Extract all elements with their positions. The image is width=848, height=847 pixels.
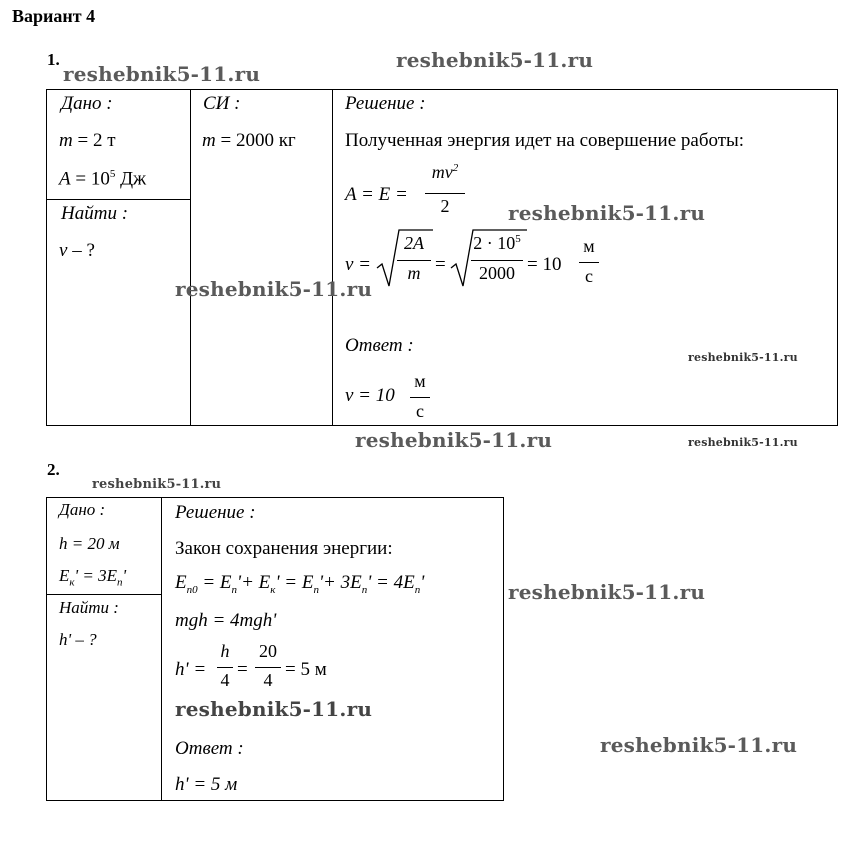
fraction-denominator: 4 (263, 670, 273, 690)
unit-numerator: м (583, 236, 595, 256)
given-energy-relation: $E_к' = 3E_п'$ (59, 566, 127, 589)
unit-numerator: м (414, 371, 426, 391)
given-mass: m = 2 т (59, 130, 116, 151)
column-divider (161, 498, 162, 800)
watermark: reshebnik5-11.ru (600, 733, 798, 757)
solution-text: Полученная энергия идет на совершение работы: (345, 130, 745, 151)
solution-header: Решение : (345, 93, 426, 114)
unit-denominator: с (416, 401, 424, 421)
fraction-bar (397, 260, 431, 261)
fraction-bar (579, 262, 599, 263)
fraction-denominator: 2000 (479, 263, 515, 283)
fraction-denominator: m (407, 263, 421, 283)
given-work: $A = 10^5$ Дж (59, 168, 147, 190)
fraction-numerator: $mv^2$ (431, 162, 459, 182)
find-header: Найти : (61, 203, 129, 224)
equation-velocity-lhs: v = (345, 254, 372, 275)
fraction-numerator: 2A (404, 233, 424, 253)
fraction-denominator: 4 (220, 670, 230, 690)
fraction-numerator: h (220, 641, 230, 661)
fraction-numerator: 20 (259, 641, 277, 661)
find-header: Найти : (59, 598, 119, 617)
answer-header: Ответ : (175, 738, 244, 759)
find-velocity: v – ? (59, 240, 95, 261)
watermark: reshebnik5-11.ru (92, 477, 222, 492)
find-height: h' – ? (59, 630, 97, 649)
page-title: Вариант 4 (12, 6, 96, 26)
column-divider (332, 90, 333, 425)
fraction-bar (217, 667, 233, 668)
row-divider (47, 594, 161, 595)
solution-text: Закон сохранения энергии: (175, 538, 393, 559)
fraction-denominator: 2 (440, 196, 450, 216)
problem-1-table (46, 89, 838, 426)
watermark: reshebnik5-11.ru (688, 436, 798, 449)
watermark: reshebnik5-11.ru (508, 580, 706, 604)
given-height: h = 20 м (59, 534, 120, 553)
watermark: reshebnik5-11.ru (396, 48, 594, 72)
watermark: reshebnik5-11.ru (688, 351, 798, 364)
watermark: reshebnik5-11.ru (175, 697, 373, 721)
watermark: reshebnik5-11.ru (508, 201, 706, 225)
problem-2-number: 2. (47, 460, 60, 479)
row-divider (47, 199, 190, 200)
answer-header: Ответ : (345, 335, 414, 356)
fraction-numerator: $2 \cdot 10^5$ (473, 233, 521, 253)
fraction-bar (410, 397, 430, 398)
problem-1-number: 1. (47, 50, 60, 69)
answer-value: v = 10 (345, 385, 395, 406)
fraction-bar (255, 667, 281, 668)
column-divider (190, 90, 191, 425)
fraction-bar (425, 193, 465, 194)
height-equation-lhs: h' = (175, 659, 207, 680)
given-header: Дано : (59, 500, 106, 519)
watermark: reshebnik5-11.ru (355, 428, 553, 452)
equals-sign: = (435, 254, 446, 275)
equation-energy-lhs: A = E = (345, 184, 408, 205)
answer-value: h' = 5 м (175, 774, 238, 795)
height-result: = 5 м (285, 659, 327, 680)
si-mass: m = 2000 кг (202, 130, 296, 151)
watermark: reshebnik5-11.ru (63, 62, 261, 86)
equals-sign: = (237, 659, 248, 680)
si-header: СИ : (203, 93, 241, 114)
solution-header: Решение : (175, 502, 256, 523)
unit-denominator: с (585, 266, 593, 286)
energy-conservation-equation: $E_{п0} = E_п'+ E_к' = E_п'+ 3E_п' = 4E_п'$ (175, 572, 425, 596)
problem-2-table (46, 497, 504, 801)
mgh-equation: mgh = 4mgh' (175, 610, 277, 631)
velocity-result: = 10 (527, 254, 562, 275)
watermark: reshebnik5-11.ru (175, 277, 373, 301)
fraction-bar (471, 260, 523, 261)
given-header: Дано : (61, 93, 113, 114)
